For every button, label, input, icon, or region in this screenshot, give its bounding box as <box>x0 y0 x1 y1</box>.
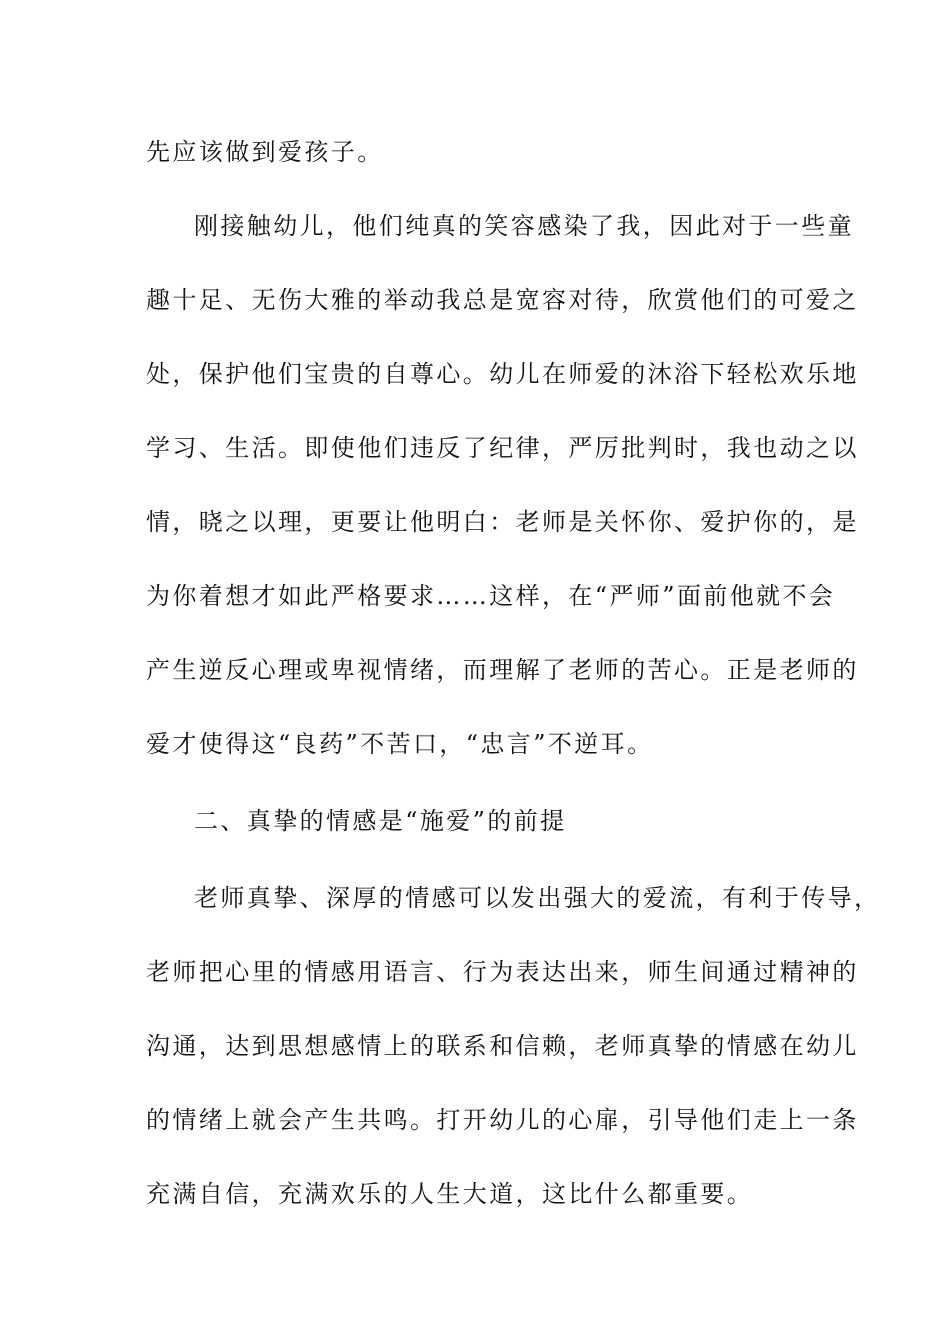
paragraph-line: 沟通，达到思想感情上的联系和信赖，老师真挚的情感在幼儿 <box>146 1032 859 1060</box>
paragraph-line: 老师把心里的情感用语言、行为表达出来，师生间通过精神的 <box>146 958 859 986</box>
paragraph-line: 为你着想才如此严格要求……这样，在“严师”面前他就不会 <box>146 582 836 610</box>
section-heading: 二、真挚的情感是“施爱”的前提 <box>194 807 567 835</box>
paragraph-line: 爱才使得这“良药”不苦口，“忠言”不逆耳。 <box>146 730 654 758</box>
paragraph-line: 刚接触幼儿，他们纯真的笑容感染了我，因此对于一些童 <box>194 212 854 240</box>
paragraph-line: 先应该做到爱孩子。 <box>146 138 384 166</box>
paragraph-line: 老师真挚、深厚的情感可以发出强大的爱流，有利于传导， <box>194 884 881 912</box>
paragraph-line: 学习、生活。即使他们违反了纪律，严厉批判时，我也动之以 <box>146 434 859 462</box>
paragraph-line: 趣十足、无伤大雅的举动我总是宽容对待，欣赏他们的可爱之 <box>146 286 859 314</box>
paragraph-line: 充满自信，充满欢乐的人生大道，这比什么都重要。 <box>146 1180 754 1208</box>
paragraph-line: 产生逆反心理或卑视情绪，而理解了老师的苦心。正是老师的 <box>146 656 859 684</box>
paragraph-line: 的情绪上就会产生共鸣。打开幼儿的心扉，引导他们走上一条 <box>146 1106 859 1134</box>
paragraph-line: 情，晓之以理，更要让他明白：老师是关怀你、爱护你的，是 <box>146 508 859 536</box>
paragraph-line: 处，保护他们宝贵的自尊心。幼儿在师爱的沐浴下轻松欢乐地 <box>146 360 859 388</box>
